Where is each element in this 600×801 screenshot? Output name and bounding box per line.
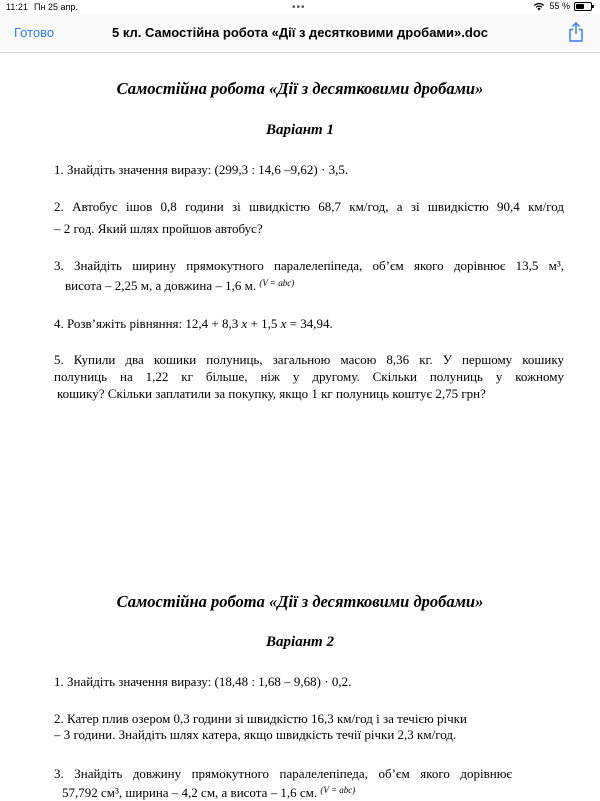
v1-question-5-line1: 5. Купили два кошики полуниць, загальною масою 8,36 кг. У першому кошику — [54, 352, 564, 367]
nav-bar — [0, 14, 600, 53]
multitasking-dots[interactable]: ••• — [292, 2, 306, 13]
v1-q4-x1: x — [241, 316, 248, 331]
doc-title-2: Самостійна робота «Дії з десятковими дробами» — [116, 592, 484, 611]
v1-q4-suffix: = 34,94. — [286, 316, 333, 331]
variant2-heading: Варіант 2 — [266, 634, 334, 650]
v1-question-5-line2: полуниць на 1,22 кг більше, ніж у другому. Скільки полуниць у кожному — [54, 369, 564, 384]
document-page[interactable] — [0, 52, 600, 800]
v1-volume-formula: (V = abc) — [259, 278, 295, 288]
v2-question-2-line2: – 3 години. Знайдіть шлях катера, якщо швидкість течії річки 2,3 км/год. — [54, 727, 457, 742]
v1-question-5-line3: кошику? Скільки заплатили за покупку, якщо 1 кг полуниць коштує 2,75 грн? — [57, 386, 486, 401]
v1-q4-prefix: 4. Розв’яжіть рівняння: 12,4 + 8,3 — [54, 316, 242, 331]
done-button[interactable]: Готово — [14, 25, 55, 40]
v1-question-2-line1: 2. Автобус ішов 0,8 години зі швидкістю 68,7 км/год, а зі швидкістю 90,4 км/год — [54, 199, 564, 214]
v1-question-1: 1. Знайдіть значення виразу: (299,3 : 14,6 –9,62) · 3,5. — [54, 162, 349, 177]
status-time: 11:21 — [6, 2, 28, 12]
v2-question-3-line2 — [62, 784, 572, 801]
v2-volume-formula: (V = abc) — [320, 785, 356, 795]
v1-question-3-line2 — [65, 277, 575, 294]
battery-fill — [576, 4, 584, 9]
document-title: 5 кл. Самостійна робота «Дії з десятковими дробами».doc — [112, 25, 488, 40]
variant1-heading: Варіант 1 — [266, 122, 334, 138]
v1-question-4 — [54, 315, 564, 332]
wifi-icon — [533, 2, 545, 11]
v1-q4-mid: + 1,5 — [247, 316, 281, 331]
battery-icon — [574, 2, 592, 11]
status-date: Пн 25 апр. — [34, 2, 78, 12]
status-right — [533, 1, 592, 11]
v2-question-1: 1. Знайдіть значення виразу: (18,48 : 1,68 – 9,68) · 0,2. — [54, 674, 352, 689]
doc-title: Самостійна робота «Дії з десятковими дробами» — [116, 79, 484, 98]
v1-q4-x2: x — [280, 316, 287, 331]
v2-question-3-line1: 3. Знайдіть довжину прямокутного паралелепіпеда, об’єм якого дорівнює — [54, 766, 512, 781]
v2-question-2-line1: 2. Катер плив озером 0,3 години зі швидкістю 16,3 км/год і за течією річки — [54, 711, 467, 726]
v1-question-3-line1: 3. Знайдіть ширину прямокутного паралелепіпеда, об’єм якого дорівнює 13,5 м³, — [54, 258, 564, 273]
status-bar — [0, 0, 600, 14]
battery-percent: 55 % — [549, 1, 570, 11]
v1-question-3-text: висота – 2,25 м, а довжина – 1,6 м. — [65, 278, 257, 293]
v2-question-3-text: 57,792 см³, ширина – 4,2 см, а висота – 1,6 см. — [62, 785, 318, 800]
share-icon[interactable] — [568, 22, 584, 42]
v1-question-2-line2: – 2 год. Який шлях пройшов автобус? — [54, 221, 263, 236]
